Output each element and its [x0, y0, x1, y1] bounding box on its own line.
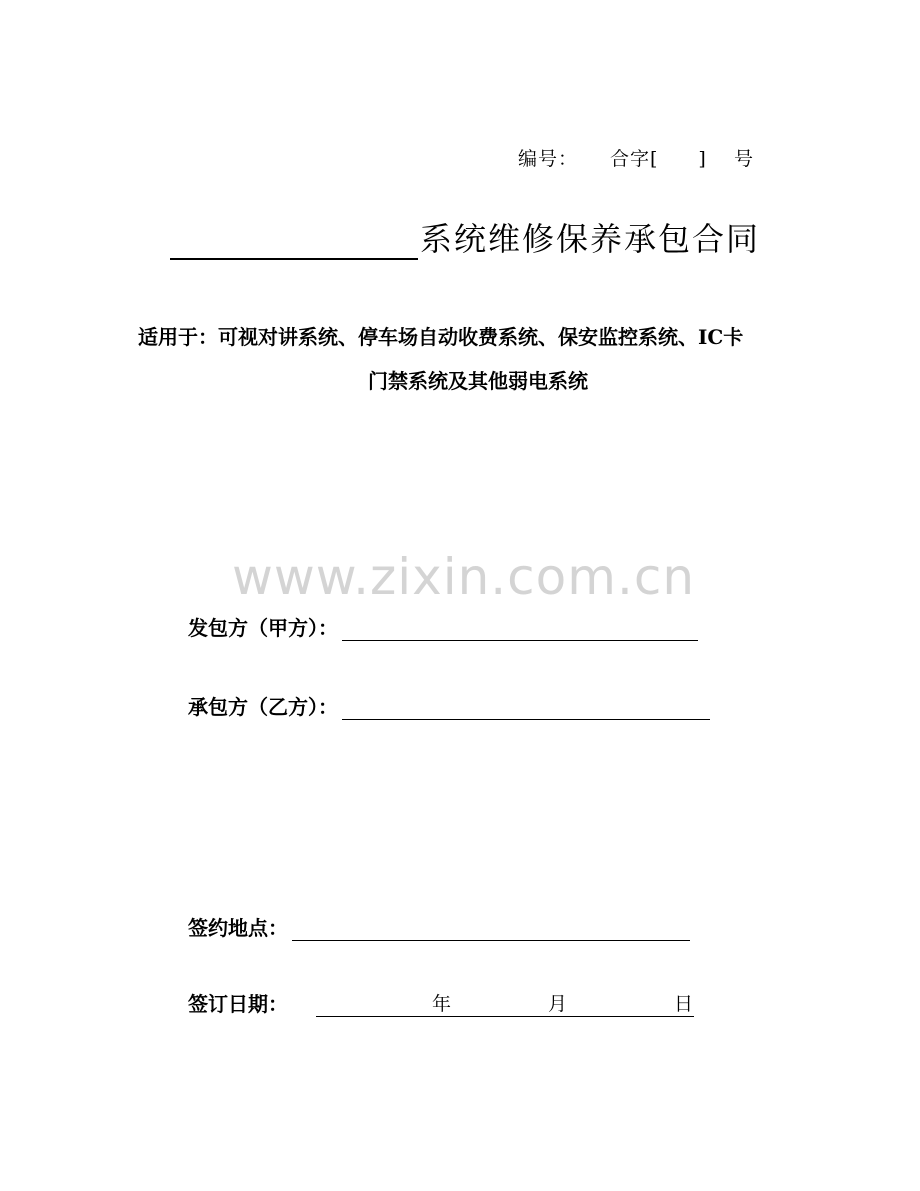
party-b-field: [188, 691, 710, 720]
contract-number-prefix: 合字[ ]: [610, 148, 707, 170]
party-a-blank[interactable]: [342, 618, 698, 641]
signing-place-blank[interactable]: [292, 918, 690, 941]
title-text: 系统维修保养承包合同: [420, 220, 761, 258]
date-year-label: 年: [432, 993, 452, 1015]
signing-date-label: 签订日期：: [188, 992, 288, 1016]
party-b-blank[interactable]: [342, 697, 710, 720]
signing-place-label: 签约地点：: [188, 916, 288, 940]
party-a-label: 发包方（甲方）：: [188, 616, 338, 640]
applicable-systems: [138, 315, 786, 403]
signing-place-field: [188, 912, 690, 941]
date-month-label: 月: [548, 993, 568, 1015]
date-day-label: 日: [674, 993, 694, 1015]
contract-number-suffix: 号: [734, 148, 755, 170]
watermark: www.zixin.com.cn: [232, 548, 696, 606]
document-title: [170, 214, 760, 260]
contract-number-label: 编号：: [518, 148, 579, 170]
applicable-line-1: 适用于：可视对讲系统、停车场自动收费系统、保安监控系统、IC卡: [138, 325, 744, 349]
party-b-label: 承包方（乙方）：: [188, 695, 338, 719]
party-a-field: [188, 612, 698, 641]
applicable-line-2: 门禁系统及其他弱电系统: [368, 369, 588, 393]
signing-date-field: [188, 988, 694, 1017]
contract-number: [518, 144, 754, 171]
signing-date-blank[interactable]: [316, 990, 694, 1017]
title-blank-line[interactable]: [170, 222, 418, 260]
